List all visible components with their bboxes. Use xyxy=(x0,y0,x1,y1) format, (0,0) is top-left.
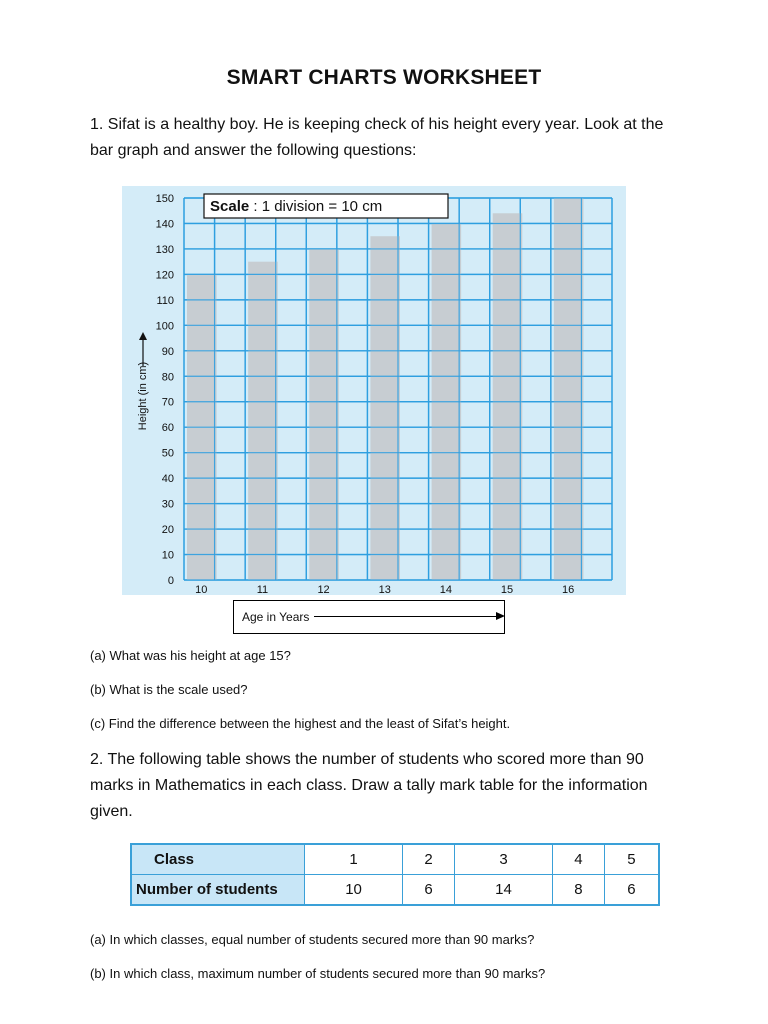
x-axis-arrow-line xyxy=(314,616,500,617)
y-tick-label: 120 xyxy=(155,269,174,282)
y-tick-label: 90 xyxy=(161,345,174,358)
bar-age-15 xyxy=(493,213,523,580)
y-tick-label: 10 xyxy=(161,549,174,562)
students-table xyxy=(130,843,660,906)
table-cell: 3 xyxy=(454,844,552,875)
y-tick-label: 100 xyxy=(155,320,174,333)
y-tick-label: 80 xyxy=(161,371,174,384)
y-axis-label: Height (in cm) xyxy=(137,361,149,431)
x-tick-label: 13 xyxy=(378,584,391,595)
x-tick-label: 14 xyxy=(439,584,452,595)
y-tick-label: 40 xyxy=(161,473,174,486)
question-2-text: 2. The following table shows the number of students who scored more than 90 marks in Mathematics in each class. Draw a tally mark table for the information given. xyxy=(90,751,648,820)
table-row xyxy=(131,875,659,906)
y-tick-label: 150 xyxy=(155,193,174,205)
height-bar-chart xyxy=(122,186,626,595)
x-tick-label: 12 xyxy=(317,584,330,595)
bar-age-11 xyxy=(248,262,278,580)
x-tick-label: 15 xyxy=(500,584,514,595)
y-tick-label: 0 xyxy=(167,575,174,587)
table-cell: 2 xyxy=(403,844,455,875)
table-cell: 8 xyxy=(553,875,605,906)
table-cell: 4 xyxy=(553,844,605,875)
x-tick-label: 16 xyxy=(562,584,575,595)
question-1a: (a) What was his height at age 15? xyxy=(90,648,291,663)
page-title: SMART CHARTS WORKSHEET xyxy=(226,66,542,89)
y-tick-label: 60 xyxy=(161,422,174,435)
y-tick-label: 70 xyxy=(161,396,174,409)
y-tick-label: 140 xyxy=(155,218,174,231)
y-tick-label: 20 xyxy=(161,524,174,537)
table-row-header: Class xyxy=(131,844,305,875)
table-cell: 6 xyxy=(604,875,659,906)
x-tick-label: 10 xyxy=(195,584,208,595)
table-cell: 6 xyxy=(403,875,455,906)
scale-label: Scale : 1 division = 10 cm xyxy=(210,198,383,215)
x-axis-label: Age in Years xyxy=(242,610,310,624)
table-cell: 5 xyxy=(604,844,659,875)
table-row-header: Number of students xyxy=(131,875,305,906)
table-cell: 14 xyxy=(454,875,552,906)
y-tick-label: 30 xyxy=(161,498,174,511)
question-1c: (c) Find the difference between the highest and the least of Sifat’s height. xyxy=(90,716,511,731)
bar-age-12 xyxy=(309,249,339,580)
bar-age-16 xyxy=(554,198,584,580)
arrow-right-icon xyxy=(496,612,505,620)
x-axis-label-box xyxy=(233,600,505,634)
question-1-text: 1. Sifat is a healthy boy. He is keeping check of his height every year. Look at the bar graph and answer the following questions: xyxy=(90,116,664,159)
y-tick-label: 50 xyxy=(161,447,174,460)
question-1b: (b) What is the scale used? xyxy=(90,682,248,697)
x-tick-label: 11 xyxy=(256,584,269,595)
table-cell: 10 xyxy=(305,875,403,906)
table-row xyxy=(131,844,659,875)
question-2b: (b) In which class, maximum number of students secured more than 90 marks? xyxy=(90,966,546,981)
bar-age-13 xyxy=(370,236,400,580)
y-tick-label: 130 xyxy=(155,243,174,256)
y-tick-label: 110 xyxy=(156,294,174,307)
question-2a: (a) In which classes, equal number of students secured more than 90 marks? xyxy=(90,932,535,947)
table-cell: 1 xyxy=(305,844,403,875)
